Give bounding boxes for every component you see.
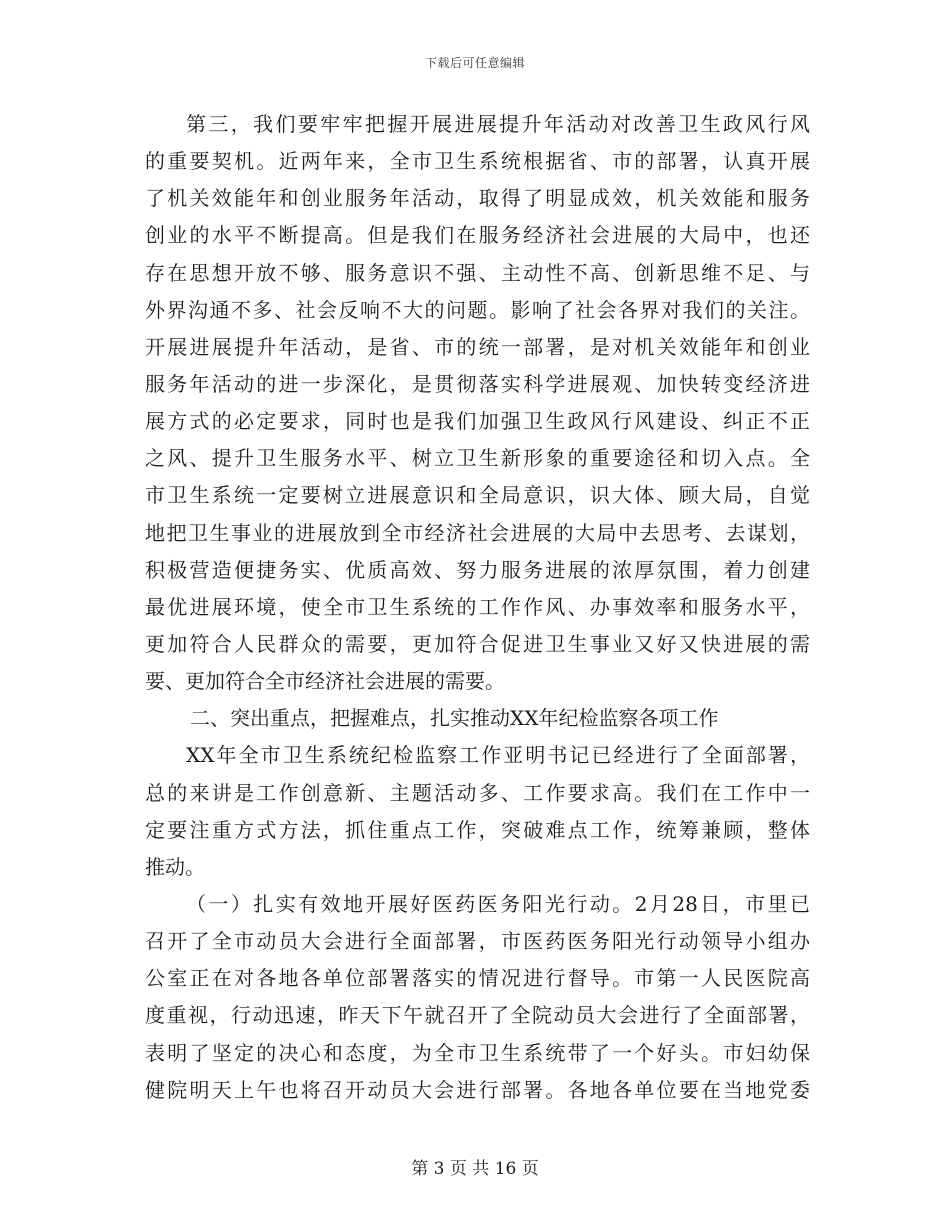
- paragraph-line: 健院明天上午也将召开动员大会进行部署。各地各单位要在当地党委: [145, 1077, 810, 1102]
- paragraph-line: 地把卫生事业的进展放到全市经济社会进展的大局中去思考、去谋划，: [145, 520, 810, 545]
- paragraph-line: 召开了全市动员大会进行全面部署，市医药医务阳光行动领导小组办: [145, 929, 810, 954]
- paragraph-line: 存在思想开放不够、服务意识不强、主动性不高、创新思维不足、与: [145, 260, 810, 285]
- paragraph-line: 更加符合人民群众的需要，更加符合促进卫生事业又好又快进展的需: [145, 631, 810, 656]
- page-header: 下载后可任意编辑: [424, 56, 525, 70]
- paragraph-line: 的重要契机。近两年来，全市卫生系统根据省、市的部署，认真开展: [145, 149, 810, 174]
- paragraph-line: 了机关效能年和创业服务年活动，取得了明显成效，机关效能和服务: [145, 186, 810, 211]
- paragraph-line: 积极营造便捷务实、优质高效、努力服务进展的浓厚氛围，着力创建: [145, 557, 810, 582]
- paragraph-line: 度重视，行动迅速，昨天下午就召开了全院动员大会进行了全面部署，: [145, 1003, 810, 1028]
- paragraph-line: 外界沟通不多、社会反响不大的问题。影响了社会各界对我们的关注。: [145, 297, 810, 322]
- paragraph-line: 定要注重方式方法，抓住重点工作，突破难点工作，统筹兼顾，整体: [145, 817, 810, 842]
- paragraph-line: 表明了坚定的决心和态度，为全市卫生系统带了一个好头。市妇幼保: [145, 1040, 810, 1065]
- paragraph-line: 创业的水平不断提高。但是我们在服务经济社会进展的大局中，也还: [145, 223, 810, 248]
- paragraph-line: XX年全市卫生系统纪检监察工作亚明书记已经进行了全面部署，: [186, 743, 810, 768]
- paragraph-line: 推动。: [145, 854, 205, 879]
- paragraph-line: 展方式的必定要求，同时也是我们加强卫生政风行风建设、纠正不正: [145, 409, 810, 434]
- paragraph-line: 市卫生系统一定要树立进展意识和全局意识，识大体、顾大局，自觉: [145, 483, 810, 508]
- paragraph-line: 开展进展提升年活动，是省、市的统一部署，是对机关效能年和创业: [145, 334, 810, 359]
- section-heading: 二、突出重点，把握难点，扎实推动XX年纪检监察各项工作: [190, 706, 719, 731]
- page-footer: 第 3 页 共 16 页: [411, 1159, 539, 1179]
- paragraph-line: 公室正在对各地各单位部署落实的情况进行督导。市第一人民医院高: [145, 966, 810, 991]
- paragraph-line: 之风、提升卫生服务水平、树立卫生新形象的重要途径和切入点。全: [145, 446, 810, 471]
- document-body: [145, 106, 810, 1109]
- paragraph-line: 最优进展环境，使全市卫生系统的工作作风、办事效率和服务水平，: [145, 594, 810, 619]
- paragraph-line: （一）扎实有效地开展好医药医务阳光行动。2月28日，市里已: [186, 891, 810, 916]
- paragraph-line: 服务年活动的进一步深化，是贯彻落实科学进展观、加快转变经济进: [145, 371, 810, 396]
- paragraph-line: 第三，我们要牢牢把握开展进展提升年活动对改善卫生政风行风: [186, 112, 810, 136]
- paragraph-line: 总的来讲是工作创意新、主题活动多、工作要求高。我们在工作中一: [145, 780, 810, 805]
- paragraph-line: 要、更加符合全市经济社会进展的需要。: [145, 669, 505, 694]
